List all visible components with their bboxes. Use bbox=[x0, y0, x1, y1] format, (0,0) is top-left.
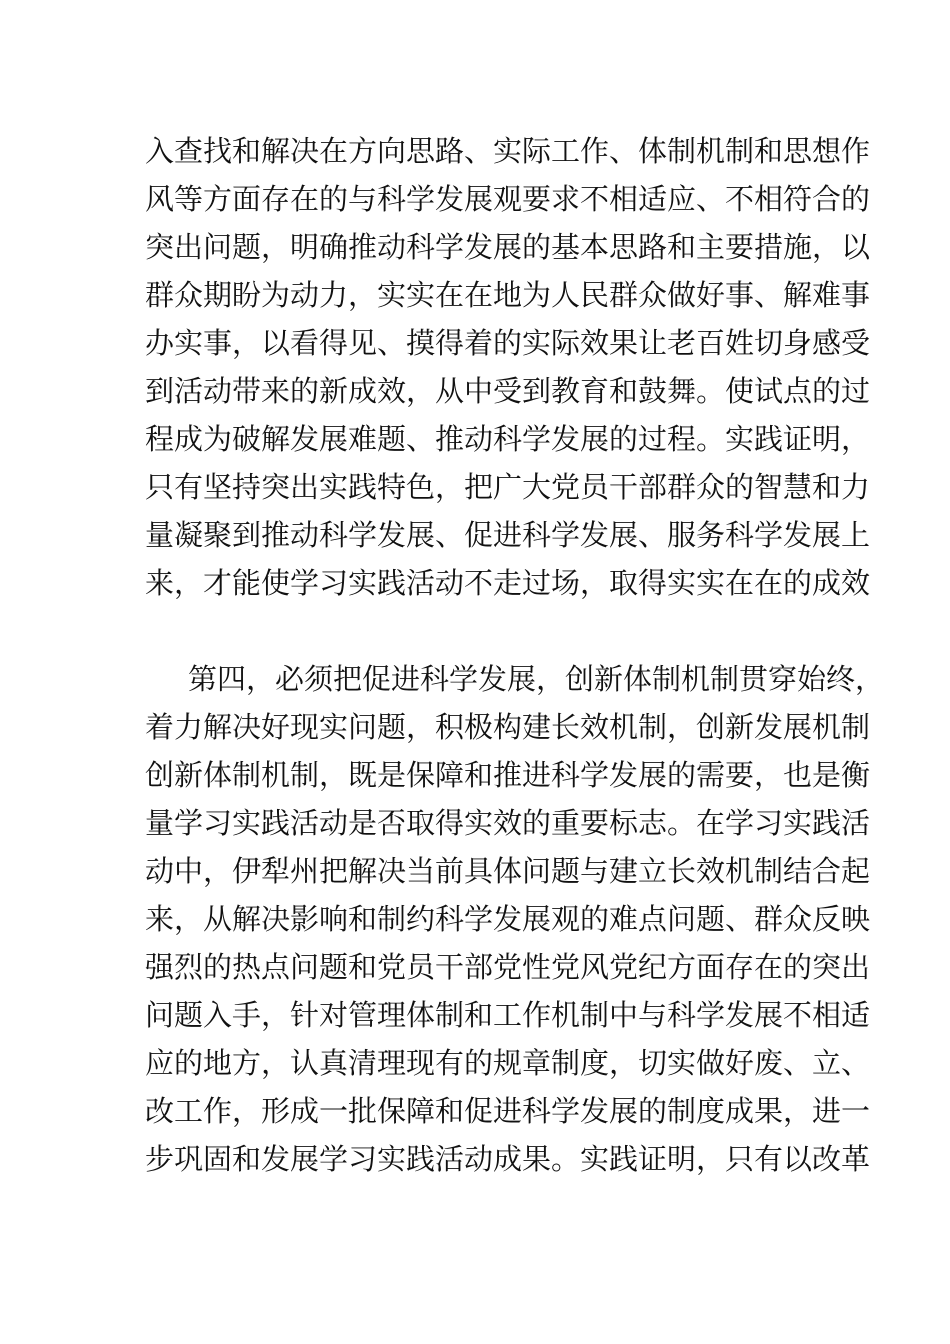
text-line: 改工作，形成一批保障和促进科学发展的制度成果，进一 bbox=[145, 1094, 871, 1128]
text-line: 动中，伊犁州把解决当前具体问题与建立长效机制结合起 bbox=[145, 854, 871, 888]
text-line: 程成为破解发展难题、推动科学发展的过程。实践证明， bbox=[145, 422, 871, 456]
text-line: 量学习实践活动是否取得实效的重要标志。在学习实践活 bbox=[145, 806, 871, 840]
text-line: 创新体制机制，既是保障和推进科学发展的需要，也是衡 bbox=[145, 758, 871, 792]
text-line: 来，才能使学习实践活动不走过场，取得实实在在的成效 bbox=[145, 566, 871, 600]
text-line: 到活动带来的新成效，从中受到教育和鼓舞。使试点的过 bbox=[145, 374, 871, 408]
text-line: 应的地方，认真清理现有的规章制度，切实做好废、立、 bbox=[145, 1046, 871, 1080]
text-line: 入查找和解决在方向思路、实际工作、体制机制和思想作 bbox=[145, 134, 871, 168]
text-line: 风等方面存在的与科学发展观要求不相适应、不相符合的 bbox=[145, 182, 871, 216]
text-line: 来，从解决影响和制约科学发展观的难点问题、群众反映 bbox=[145, 902, 871, 936]
text-line: 群众期盼为动力，实实在在地为人民群众做好事、解难事 bbox=[145, 278, 871, 312]
text-line: 突出问题，明确推动科学发展的基本思路和主要措施，以 bbox=[145, 230, 871, 264]
text-line: 问题入手，针对管理体制和工作机制中与科学发展不相适 bbox=[145, 998, 871, 1032]
text-line: 量凝聚到推动科学发展、促进科学发展、服务科学发展上 bbox=[145, 518, 871, 552]
text-line: 强烈的热点问题和党员干部党性党风党纪方面存在的突出 bbox=[145, 950, 871, 984]
text-line: 办实事，以看得见、摸得着的实际效果让老百姓切身感受 bbox=[145, 326, 871, 360]
text-line: 着力解决好现实问题，积极构建长效机制，创新发展机制 bbox=[145, 710, 871, 744]
text-line: 第四，必须把促进科学发展，创新体制机制贯穿始终， bbox=[188, 662, 885, 696]
text-line: 步巩固和发展学习实践活动成果。实践证明，只有以改革 bbox=[145, 1142, 871, 1176]
text-line: 只有坚持突出实践特色，把广大党员干部群众的智慧和力 bbox=[145, 470, 871, 504]
